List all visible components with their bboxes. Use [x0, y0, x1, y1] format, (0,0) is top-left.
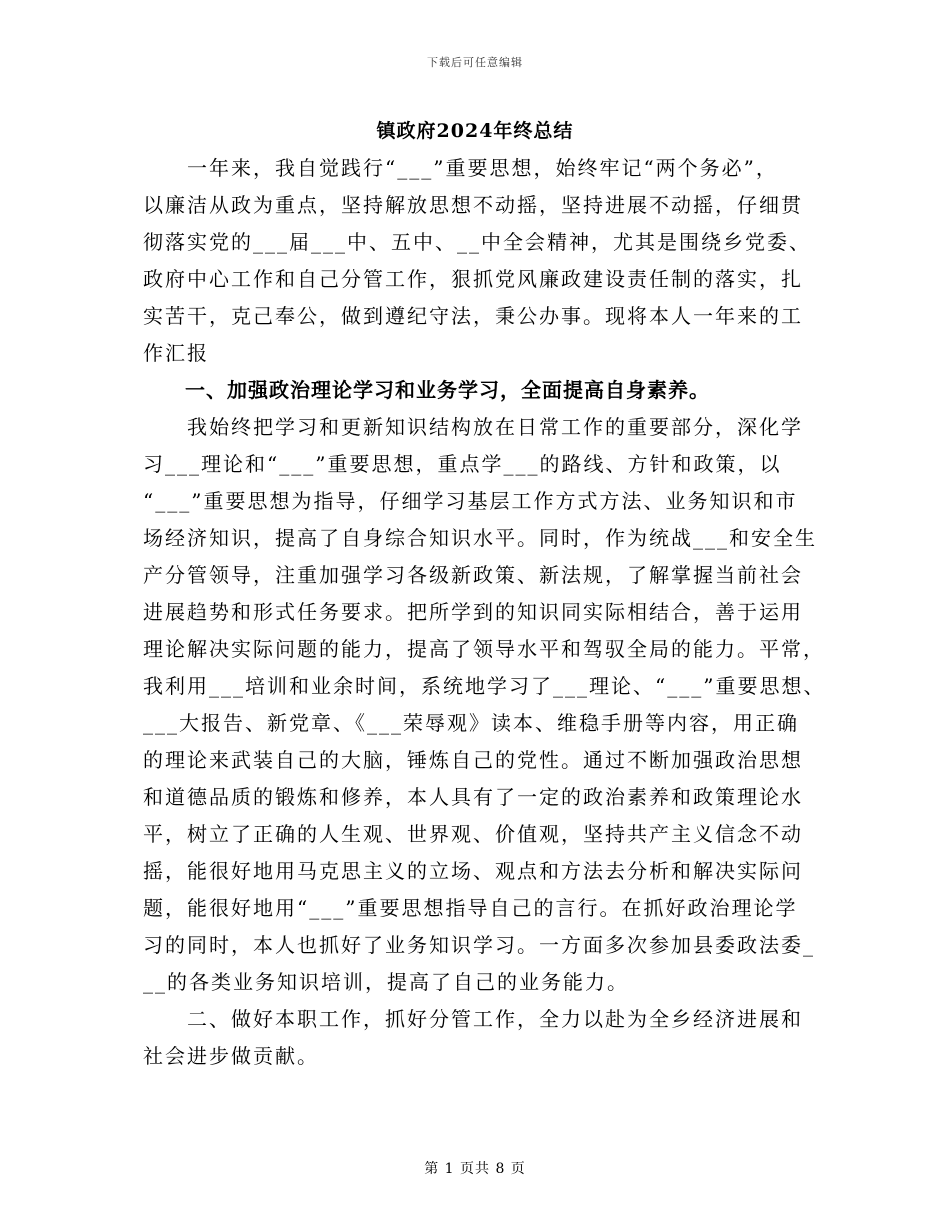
body-line: 我始终把学习和更新知识结构放在日常工作的重要部分，深化学 [143, 415, 803, 439]
page-header: 下载后可任意编辑 [427, 56, 523, 69]
body-line: 产分管领导，注重加强学习各级新政策、新法规，了解掌握当前社会 [143, 563, 803, 587]
body-line: 摇，能很好地用马克思主义的立场、观点和方法去分析和解决实际问 [143, 859, 803, 883]
body-line: “___”重要思想为指导，仔细学习基层工作方式方法、业务知识和市 [143, 489, 798, 513]
body-line: 的理论来武装自己的大脑，锤炼自己的党性。通过不断加强政治思想 [143, 748, 803, 772]
body-line: 彻落实党的___届___中、五中、__中全会精神，尤其是围绕乡党委、 [143, 230, 811, 254]
body-line: 我利用___培训和业余时间，系统地学习了___理论、“___”重要思想、 [143, 674, 826, 698]
body-line: 以廉洁从政为重点，坚持解放思想不动摇，坚持进展不动摇，仔细贯 [143, 193, 803, 217]
body-line: 和道德品质的锻炼和修养，本人具有了一定的政治素养和政策理论水 [143, 785, 803, 809]
body-line: 理论解决实际问题的能力，提高了领导水平和驾驭全局的能力。平常， [143, 637, 825, 661]
section-heading-1: 一、加强政治理论学习和业务学习，全面提高自身素养。 [143, 378, 710, 402]
body-line: ___大报告、新党章、《___荣辱观》读本、维稳手册等内容，用正确 [143, 711, 799, 735]
body-line: 作汇报 [143, 341, 209, 365]
body-line: 进展趋势和形式任务要求。把所学到的知识同实际相结合，善于运用 [143, 600, 803, 624]
page-number: 第 1 页共 8 页 [424, 1161, 526, 1177]
body-line: 一年来，我自觉践行“___”重要思想，始终牢记“两个务必”， [143, 156, 778, 180]
body-line: 平，树立了正确的人生观、世界观、价值观，坚持共产主义信念不动 [143, 822, 803, 846]
body-line: 习___理论和“___”重要思想，重点学___的路线、方针和政策，以 [143, 452, 782, 476]
document-title: 镇政府2024年终总结 [376, 120, 574, 142]
body-line: 社会进步做贡献。 [143, 1044, 319, 1068]
body-line: 政府中心工作和自己分管工作，狠抓党风廉政建设责任制的落实，扎 [143, 267, 803, 291]
body-line: 实苦干，克己奉公，做到遵纪守法，秉公办事。现将本人一年来的工 [143, 304, 803, 328]
section-heading-2: 二、做好本职工作，抓好分管工作，全力以赴为全乡经济进展和 [143, 1007, 803, 1031]
body-line: 习的同时，本人也抓好了业务知识学习。一方面多次参加县委政法委_ [143, 933, 815, 957]
body-line: 场经济知识，提高了自身综合知识水平。同时，作为统战___和安全生 [143, 526, 817, 550]
document-body [143, 150, 826, 1075]
body-line: __的各类业务知识培训，提高了自己的业务能力。 [143, 970, 629, 994]
body-line: 题，能很好地用“___”重要思想指导自己的言行。在抓好政治理论学 [143, 896, 798, 920]
